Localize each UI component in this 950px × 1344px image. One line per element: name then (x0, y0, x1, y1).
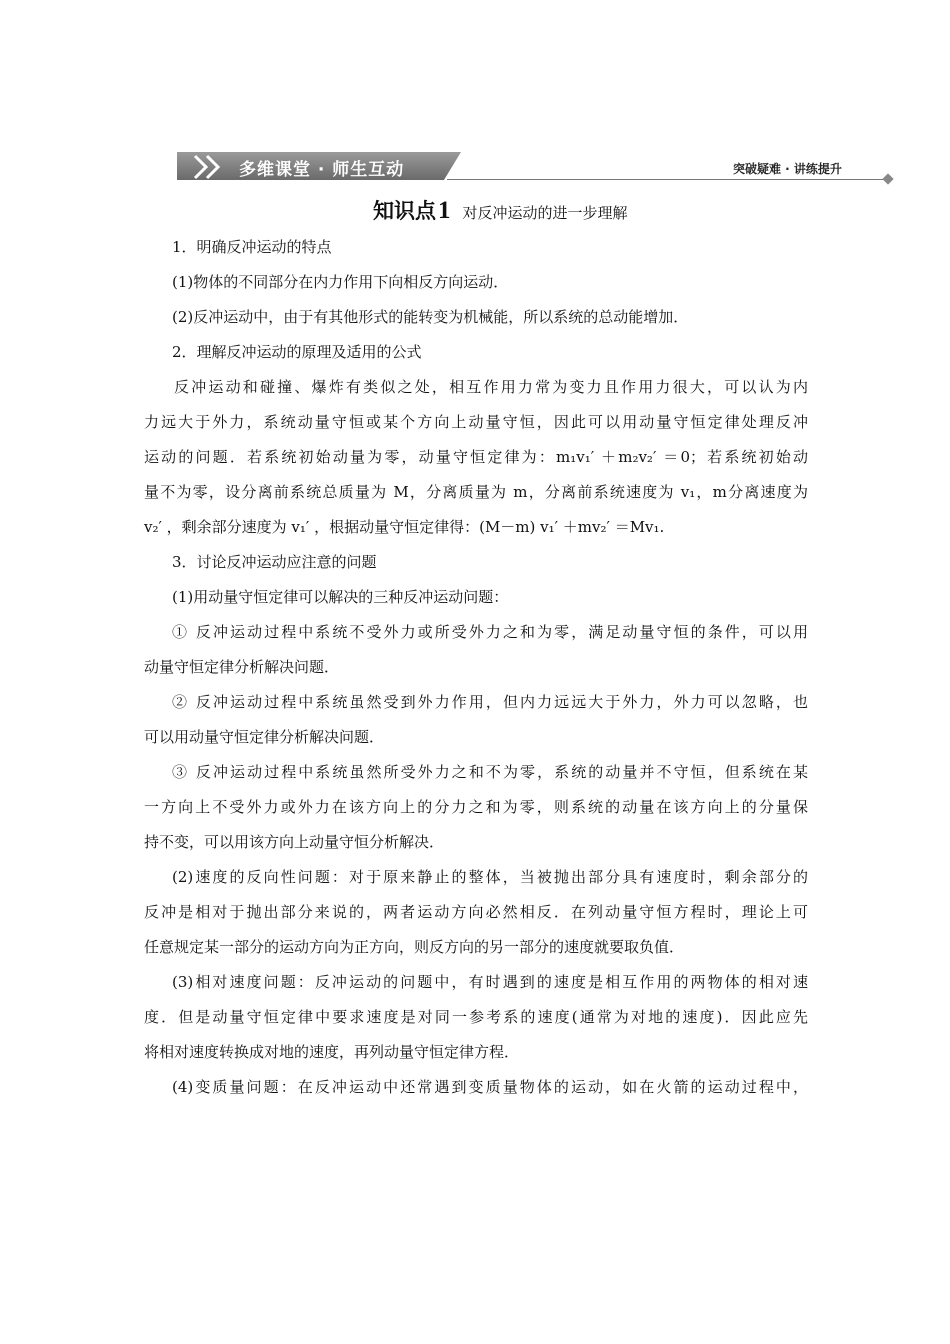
heading-1: 1．明确反冲运动的特点 (172, 238, 332, 256)
section-banner (177, 152, 897, 182)
banner-title: 多维课堂 · 师生互动 (239, 160, 405, 180)
paragraph-line: 反冲是相对于抛出部分来说的，两者运动方向必然相反．在列动量守恒方程时，理论上可 (144, 903, 808, 921)
heading-3: 3．讨论反冲运动应注意的问题 (172, 553, 377, 571)
paragraph-line: v₂′ ，剩余部分速度为 v₁′ ，根据动量守恒定律得：(M－m) v₁′ ＋mv₂′ ＝Mv₁. (144, 518, 665, 536)
paragraph-line: 一方向上不受外力或外力在该方向上的分力之和为零，则系统的动量在该方向上的分量保 (144, 798, 808, 816)
paragraph-line: (2)反冲运动中，由于有其他形式的能转变为机械能，所以系统的总动能增加． (172, 308, 689, 326)
paragraph-line: (3)相对速度问题：反冲运动的问题中，有时遇到的速度是相互作用的两物体的相对速 (172, 973, 808, 991)
banner-right-label: 突破疑难 · 讲练提升 (733, 162, 842, 176)
paragraph-line: ② 反冲运动过程中系统虽然受到外力作用，但内力远远大于外力，外力可以忽略，也 (172, 693, 808, 711)
diamond-icon (882, 173, 893, 184)
banner-underline (447, 179, 887, 180)
knowledge-point-number: 1 (438, 197, 451, 224)
paragraph-line: 反冲运动和碰撞、爆炸有类似之处，相互作用力常为变力且作用力很大，可以认为内 (174, 378, 808, 396)
paragraph-line: (1)用动量守恒定律可以解决的三种反冲运动问题： (172, 588, 509, 606)
paragraph-line: 量不为零，设分离前系统总质量为 M，分离质量为 m，分离前系统速度为 v₁，m分离速度为 (144, 483, 808, 501)
paragraph-line: ① 反冲运动过程中系统不受外力或所受外力之和为零，满足动量守恒的条件，可以用 (172, 623, 808, 641)
paragraph-line: (2)速度的反向性问题：对于原来静止的整体，当被抛出部分具有速度时，剩余部分的 (172, 868, 808, 886)
paragraph-line: 可以用动量守恒定律分析解决问题． (144, 728, 385, 746)
paragraph-line: 运动的问题．若系统初始动量为零，动量守恒定律为：m₁v₁′ ＋m₂v₂′ ＝0；若系统初始动 (144, 448, 808, 466)
knowledge-point-label: 知识点 (373, 199, 436, 223)
paragraph-line: (4)变质量问题：在反冲运动中还常遇到变质量物体的运动，如在火箭的运动过程中， (172, 1078, 808, 1096)
paragraph-line: 将相对速度转换成对地的速度，再列动量守恒定律方程． (144, 1043, 520, 1061)
double-chevron-icon (191, 154, 231, 180)
knowledge-point-title: 对反冲运动的进一步理解 (462, 204, 628, 222)
paragraph-line: 动量守恒定律分析解决问题． (144, 658, 340, 676)
paragraph-line: (1)物体的不同部分在内力作用下向相反方向运动． (172, 273, 509, 291)
body-text (144, 230, 808, 1105)
paragraph-line: 持不变，可以用该方向上动量守恒分析解决． (144, 833, 445, 851)
paragraph-line: 度．但是动量守恒定律中要求速度是对同一参考系的速度(通常为对地的速度)．因此应先 (144, 1008, 808, 1026)
paragraph-line: 任意规定某一部分的运动方向为正方向，则反方向的另一部分的速度就要取负值． (144, 938, 685, 956)
paragraph-line: ③ 反冲运动过程中系统虽然所受外力之和不为零，系统的动量并不守恒，但系统在某 (172, 763, 808, 781)
knowledge-point-heading (373, 195, 628, 225)
paragraph-line: 力远大于外力，系统动量守恒或某个方向上动量守恒，因此可以用动量守恒定律处理反冲 (144, 413, 808, 431)
heading-2: 2．理解反冲运动的原理及适用的公式 (172, 343, 422, 361)
